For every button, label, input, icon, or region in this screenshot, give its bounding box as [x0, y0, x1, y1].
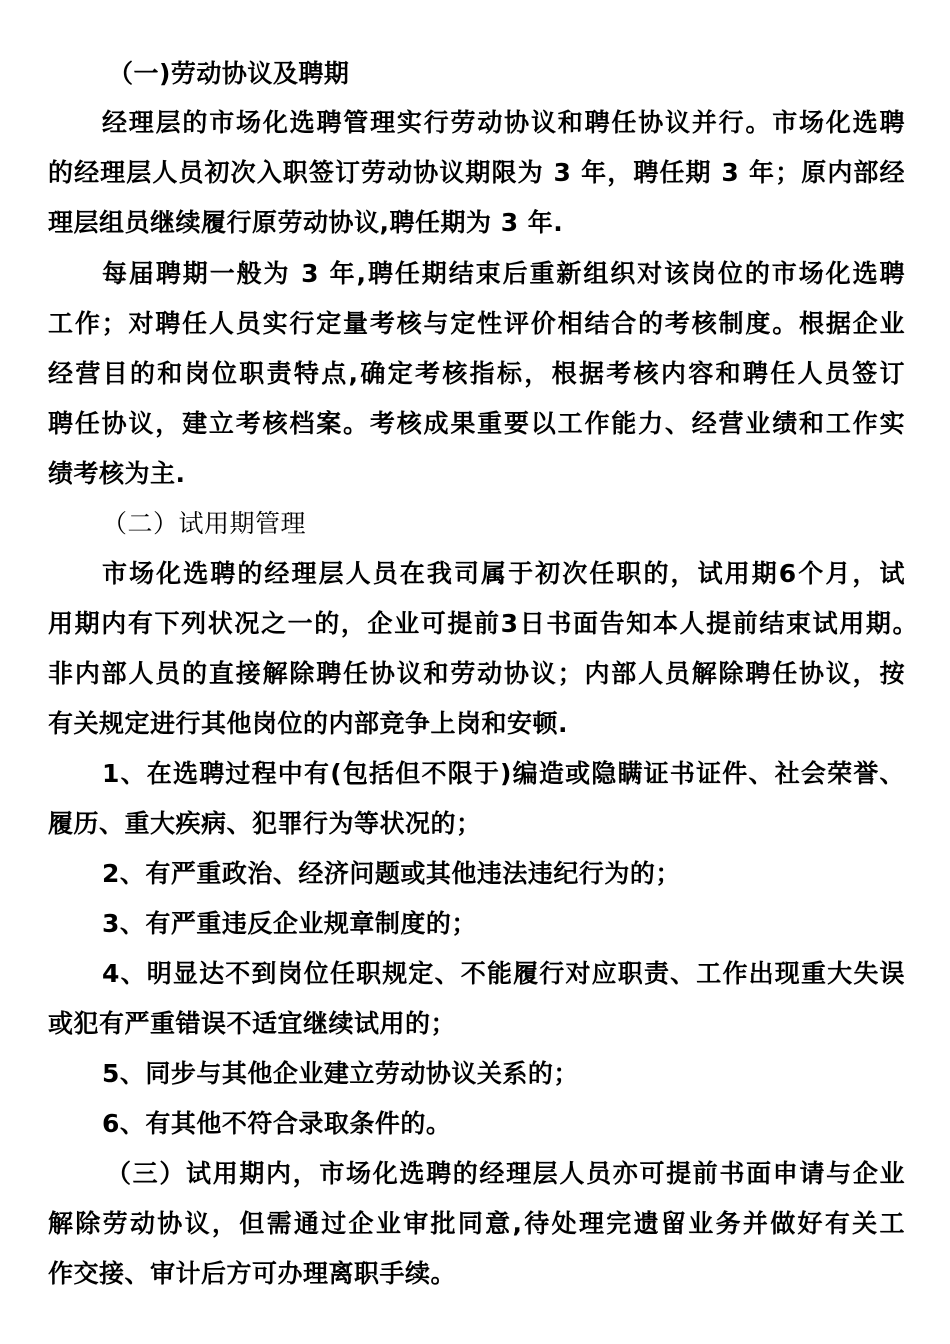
section-heading-labor-contract: （一)劳动协议及聘期: [108, 59, 350, 88]
list-item-continuation: 履历、重大疾病、犯罪行为等状况的；: [48, 809, 482, 838]
paragraph-line: 市场化选聘的经理层人员在我司属于初次任职的，试用期6个月，试: [102, 559, 905, 588]
paragraph-line: 作交接、审计后方可办理离职手续。: [48, 1259, 457, 1288]
section-heading-probation: （二）试用期管理: [102, 509, 307, 538]
paragraph-line: 经营目的和岗位职责特点,确定考核指标，根据考核内容和聘任人员签订: [48, 359, 905, 388]
paragraph-line: 非内部人员的直接解除聘任协议和劳动协议；内部人员解除聘任协议，按: [48, 659, 905, 688]
list-item: 2、有严重政治、经济问题或其他违法违纪行为的；: [102, 859, 681, 888]
paragraph-line: 的经理层人员初次入职签订劳动协议期限为 3 年，聘任期 3 年；原内部经: [48, 158, 905, 187]
paragraph-line: 用期内有下列状况之一的，企业可提前3日书面告知本人提前结束试用期。: [48, 609, 918, 638]
list-item: 5、同步与其他企业建立劳动协议关系的；: [102, 1059, 579, 1088]
paragraph-line: 每届聘期一般为 3 年,聘任期结束后重新组织对该岗位的市场化选聘: [102, 259, 905, 288]
list-item: 3、有严重违反企业规章制度的；: [102, 909, 477, 938]
paragraph-line: 聘任协议，建立考核档案。考核成果重要以工作能力、经营业绩和工作实: [48, 409, 905, 438]
paragraph-line: 理层组员继续履行原劳动协议,聘任期为 3 年.: [48, 208, 564, 237]
list-item: 6、有其他不符合录取条件的。: [102, 1109, 452, 1138]
list-item: 4、明显达不到岗位任职规定、不能履行对应职责、工作出现重大失误: [102, 959, 905, 988]
list-item-continuation: 或犯有严重错误不适宜继续试用的；: [48, 1009, 457, 1038]
list-item: 1、在选聘过程中有(包括但不限于)编造或隐瞒证书证件、社会荣誉、: [102, 759, 905, 788]
paragraph-line: 经理层的市场化选聘管理实行劳动协议和聘任协议并行。市场化选聘: [102, 108, 905, 137]
paragraph-line: （三）试用期内，市场化选聘的经理层人员亦可提前书面申请与企业: [106, 1159, 905, 1188]
paragraph-line: 绩考核为主.: [48, 459, 186, 488]
paragraph-line: 解除劳动协议，但需通过企业审批同意,待处理完遗留业务并做好有关工: [48, 1209, 905, 1238]
paragraph-line: 有关规定进行其他岗位的内部竞争上岗和安顿.: [48, 709, 568, 738]
paragraph-line: 工作；对聘任人员实行定量考核与定性评价相结合的考核制度。根据企业: [48, 309, 905, 338]
